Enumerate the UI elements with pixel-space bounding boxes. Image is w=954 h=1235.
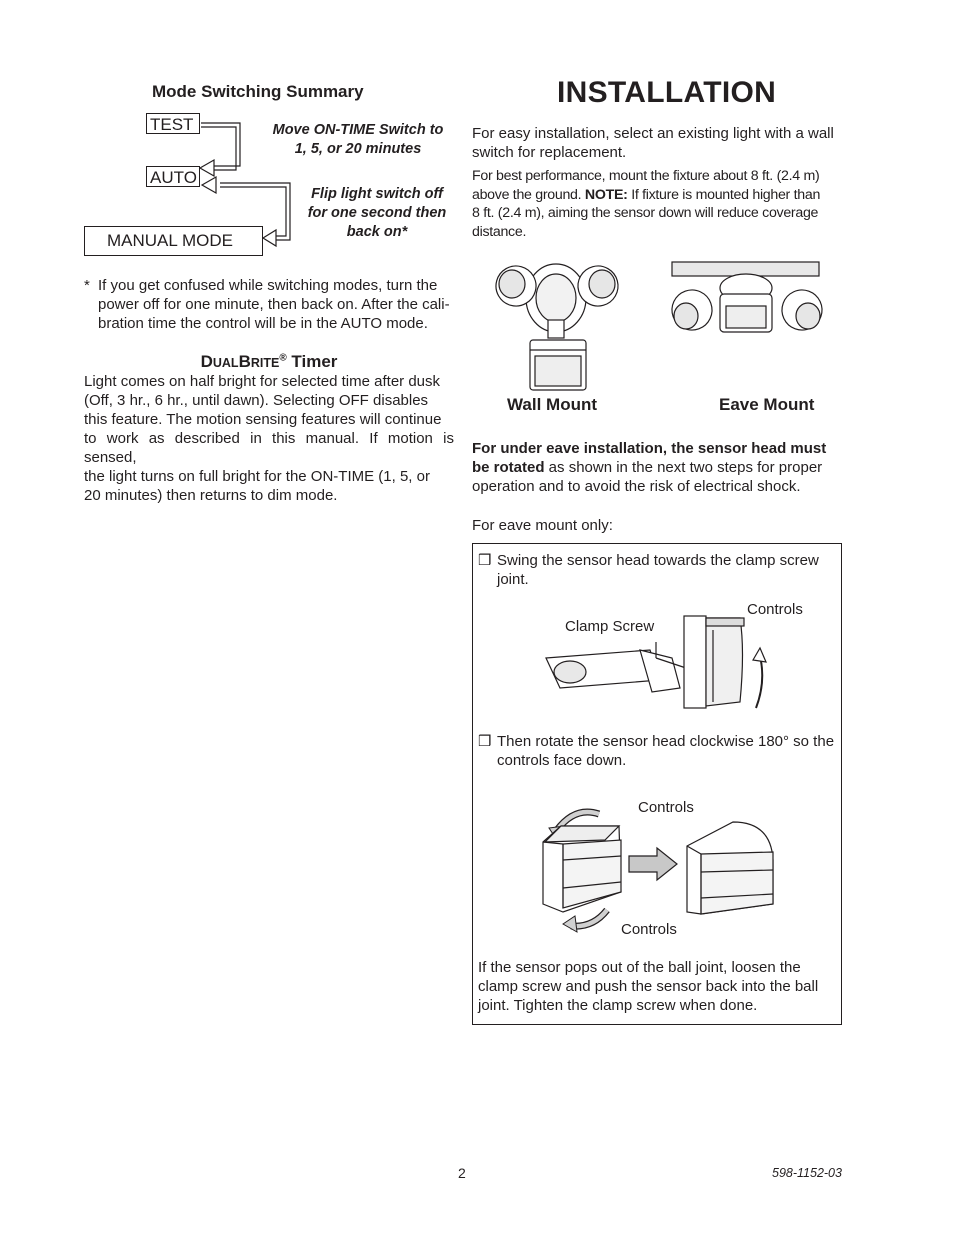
ontime-note bbox=[262, 121, 454, 159]
popout-line3: joint. Tighten the clamp screw when done. bbox=[478, 997, 758, 1014]
eave-only-label: For eave mount only: bbox=[472, 517, 613, 534]
manual-mode-box: MANUAL MODE bbox=[84, 226, 263, 256]
step2-text bbox=[497, 732, 837, 770]
step1-line1: Swing the sensor head towards the clamp screw bbox=[497, 552, 819, 569]
dualbrite-line2: (Off, 3 hr., 6 hr., until dawn). Selecting OFF disables bbox=[84, 392, 429, 409]
registered-mark: ® bbox=[279, 352, 287, 364]
wall-mount-caption: Wall Mount bbox=[507, 395, 598, 414]
flip-note-line2: for one second then bbox=[307, 205, 447, 221]
perf-line2-a: above the ground. bbox=[472, 186, 585, 203]
performance-paragraph bbox=[472, 167, 842, 241]
perf-line3: 8 ft. (2.4 m), aiming the sensor down will reduce coverage bbox=[472, 205, 819, 221]
installation-title: INSTALLATION bbox=[557, 76, 777, 109]
dualbrite-timer: Timer bbox=[286, 352, 338, 371]
eave-warning-line3: operation and to avoid the risk of electrical shock. bbox=[472, 478, 801, 495]
dualbrite-line6: 20 minutes) then returns to dim mode. bbox=[84, 487, 338, 504]
perf-line2 bbox=[472, 186, 842, 205]
popout-paragraph bbox=[478, 958, 836, 1015]
swing-sensor-illustration bbox=[540, 610, 780, 715]
ontime-note-line2: 1, 5, or 20 minutes bbox=[294, 141, 422, 157]
clamp-screw-label: Clamp Screw bbox=[565, 618, 655, 635]
eave-warning-rest: as shown in the next two steps for proper bbox=[544, 459, 823, 476]
perf-line4: distance. bbox=[472, 223, 527, 240]
test-mode-box: TEST bbox=[146, 113, 200, 134]
step1-checkbox: ❒ bbox=[478, 552, 492, 569]
dualbrite-line5: the light turns on full bright for the ON-TIME (1, 5, or bbox=[84, 468, 430, 485]
eave-mount-caption: Eave Mount bbox=[719, 395, 815, 414]
step2-line2: controls face down. bbox=[497, 752, 627, 769]
dualbrite-ual: UAL bbox=[212, 356, 239, 370]
step2-line1: Then rotate the sensor head clockwise 180° so the bbox=[497, 733, 835, 750]
perf-line1: For best performance, mount the fixture about 8 ft. (2.4 m) bbox=[472, 168, 820, 184]
controls-label-2: Controls bbox=[638, 799, 694, 816]
perf-line2-b: If fixture is mounted higher than bbox=[627, 186, 821, 203]
dualbrite-heading bbox=[84, 352, 454, 372]
dualbrite-line3: this feature. The motion sensing features will continue bbox=[84, 411, 442, 428]
rotate-sensor-illustration bbox=[535, 800, 785, 935]
eave-mount-illustration bbox=[664, 258, 829, 393]
dualbrite-line1: Light comes on half bright for selected time after dusk bbox=[84, 373, 441, 390]
step1-line2: joint. bbox=[497, 571, 529, 588]
intro-paragraph bbox=[472, 124, 842, 162]
footnote-line2: power off for one minute, then back on. After the cali- bbox=[98, 296, 450, 313]
footnote-line3: bration time the control will be in the AUTO mode. bbox=[98, 315, 428, 332]
popout-line2: clamp screw and push the sensor back into the ball bbox=[478, 978, 819, 995]
footnote-line1: If you get confused while switching modes, turn the bbox=[98, 277, 438, 294]
page-number: 2 bbox=[458, 1165, 466, 1181]
popout-line1: If the sensor pops out of the ball joint, loosen the bbox=[478, 959, 801, 976]
flip-note-line1: Flip light switch off bbox=[311, 186, 443, 202]
perf-note-label: NOTE: bbox=[584, 186, 628, 203]
intro-line1: For easy installation, select an existing light with a wall bbox=[472, 125, 834, 142]
eave-warning-paragraph bbox=[472, 439, 842, 496]
footnote-asterisk: * bbox=[84, 277, 90, 294]
step2-checkbox: ❒ bbox=[478, 733, 492, 750]
dualbrite-d: D bbox=[200, 352, 213, 371]
intro-line2: switch for replacement. bbox=[472, 144, 627, 161]
flip-note-line3: back on* bbox=[346, 224, 408, 240]
dualbrite-rite: RITE bbox=[250, 356, 280, 370]
document-number: 598-1152-03 bbox=[772, 1166, 842, 1180]
dualbrite-line4: to work as described in this manual. If motion is sensed, bbox=[84, 430, 454, 466]
flip-note bbox=[300, 185, 454, 242]
eave-warning-bold: be rotated bbox=[472, 459, 545, 476]
step1-text bbox=[497, 551, 837, 589]
footnote-text bbox=[98, 276, 454, 333]
mode-switching-heading: Mode Switching Summary bbox=[152, 82, 364, 101]
dualbrite-b: B bbox=[238, 352, 251, 371]
eave-warning-line1: For under eave installation, the sensor head must bbox=[472, 440, 827, 457]
wall-mount-illustration bbox=[488, 258, 638, 393]
auto-mode-box: AUTO bbox=[146, 166, 200, 187]
eave-warning-line2 bbox=[472, 458, 842, 477]
controls-label-3: Controls bbox=[621, 921, 677, 938]
controls-label-1: Controls bbox=[747, 601, 803, 618]
dualbrite-paragraph bbox=[84, 372, 454, 505]
ontime-note-line1: Move ON-TIME Switch to bbox=[272, 122, 444, 138]
